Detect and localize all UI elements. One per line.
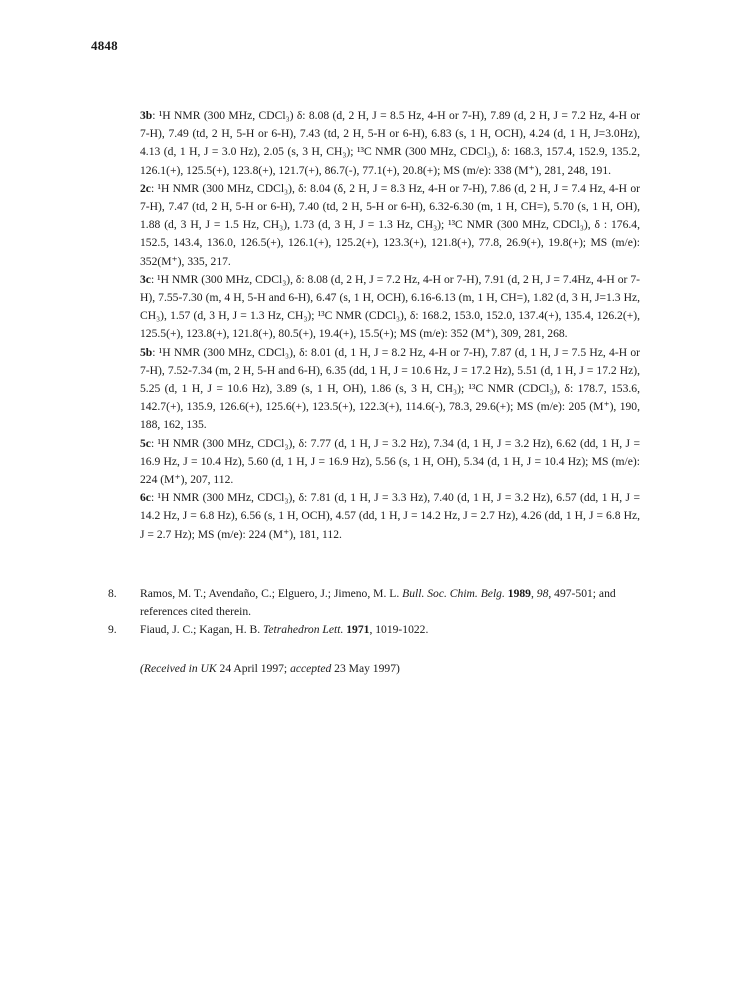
received-note	[140, 660, 400, 678]
compound-entry-2c	[140, 180, 640, 271]
compound-nmr-text: : ¹H NMR (300 MHz, CDCl₃), δ: 7.77 (d, 1 H, J = 3.2 Hz), 7.34 (d, 1 H, J = 3.2 Hz), 6.62 (dd, 1 H, J = 16.9 Hz, J = 10.4 Hz), 5.60 (d, 1 H, J = 16.9 Hz), 5.56 (s, 1 H, OH), 5.34 (d, 1 H, J = 10.4 Hz); MS (m/e): 224 (M⁺), 207, 112.	[140, 436, 640, 487]
compound-entry-5c	[140, 435, 640, 490]
compound-label: 5b	[140, 345, 153, 359]
reference-journal: Bull. Soc. Chim. Belg.	[402, 587, 505, 600]
compound-nmr-text: : ¹H NMR (300 MHz, CDCl₃) δ: 8.08 (d, 2 H, J = 8.5 Hz, 4-H or 7-H), 7.89 (d, 2 H, J = 7.2 Hz, 4-H or 7-H), 7.49 (td, 2 H, 5-H or 6-H), 7.43 (td, 2 H, 5-H or 6-H), 6.83 (s, 1 H, OCH), 4.24 (d, 1 H, J=3.0Hz), 4.13 (d, 1 H, J = 3.0 Hz), 2.05 (s, 3 H, CH₃); ¹³C NMR (300 MHz, CDCl₃), δ: 168.3, 157.4, 152.9, 135.2, 126.1(+), 125.5(+), 123.8(+), 121.7(+), 86.7(-), 77.1(+), 20.8(+); MS (m/e): 338 (M⁺), 281, 248, 191.	[140, 109, 640, 177]
received-label: Received in UK	[143, 662, 217, 675]
page-number: 4848	[91, 38, 118, 53]
reference-number: 9.	[108, 623, 117, 637]
compound-entry-5b	[140, 344, 640, 435]
reference-body	[140, 621, 640, 639]
compound-label: 6c	[140, 491, 151, 505]
received-date: 24 April 1997;	[216, 662, 291, 675]
reference-body: Ramos, M. T.; Avendaño, C.; Elguero, J.; Jimeno, M. L. Bull. Soc. Chim. Belg. 1989, 98, 497-501; and references cited therein.	[140, 587, 616, 619]
compound-label: 3c	[140, 272, 151, 286]
compound-nmr-text: : ¹H NMR (300 MHz, CDCl₃), δ: 8.04 (δ, 2 H, J = 8.3 Hz, 4-H or 7-H), 7.86 (d, 2 H, J = 7.4 Hz, 4-H or 7-H), 7.47 (td, 2 H, 5-H or 6-H), 7.40 (td, 2 H, 5-H or 6-H), 6.32-6.30 (m, 1 H, CH=), 5.70 (s, 1 H, OH), 1.88 (d, 3 H, J = 1.5 Hz, CH₃), 1.73 (d, 3 H, J = 1.3 Hz, CH₃); ¹³C NMR (300 MHz, CDCl₃), δ : 176.4, 152.5, 143.4, 136.0, 126.5(+), 126.1(+), 125.2(+), 123.3(+), 121.8(+), 77.8, 26.9(+), 19.8(+); MS (m/e): 352(M⁺), 335, 217.	[140, 181, 640, 268]
compound-data-section	[140, 107, 640, 544]
reference-pages: , 1019-1022.	[369, 623, 429, 637]
reference-item	[108, 621, 640, 639]
reference-number: 8.	[108, 587, 117, 600]
reference-journal: Tetrahedron Lett.	[263, 623, 344, 637]
accepted-date: 23 May 1997)	[331, 662, 400, 675]
compound-entry-6c	[140, 489, 640, 544]
reference-year: 1971	[346, 623, 370, 637]
reference-list	[108, 585, 640, 640]
compound-nmr-text: : ¹H NMR (300 MHz, CDCl₃), δ: 8.08 (d, 2 H, J = 7.2 Hz, 4-H or 7-H), 7.91 (d, 2 H, J = 7.4Hz, 4-H or 7-H), 7.55-7.30 (m, 4 H, 5-H and 6-H), 6.47 (s, 1 H, OCH), 6.16-6.13 (m, 1 H, CH=), 1.82 (d, 3 H, J=1.3 Hz, CH₃), 1.57 (d, 3 H, J = 1.3 Hz, CH₃); ¹³C NMR (CDCl₃), δ: 168.2, 153.0, 152.0, 137.4(+), 135.4, 126.2(+), 125.5(+), 123.8(+), 121.8(+), 80.5(+), 19.4(+), 15.5(+); MS (m/e): 352 (M⁺), 309, 281, 268.	[140, 272, 640, 341]
reference-authors: Ramos, M. T.; Avendaño, C.; Elguero, J.; Jimeno, M. L.	[140, 587, 403, 600]
compound-entry-3c	[140, 271, 640, 344]
reference-year: 1989	[507, 587, 531, 600]
compound-label: 2c	[140, 181, 151, 195]
compound-label: 3b	[140, 109, 153, 122]
reference-item	[108, 585, 640, 621]
compound-nmr-text: : ¹H NMR (300 MHz, CDCl₃), δ: 7.81 (d, 1 H, J = 3.3 Hz), 7.40 (d, 1 H, J = 3.2 Hz), 6.57 (dd, 1 H, J = 14.2 Hz, J = 6.8 Hz), 6.56 (s, 1 H, OCH), 4.57 (dd, 1 H, J = 14.2 Hz, J = 2.7 Hz), 4.26 (dd, 1 H, J = 6.8 Hz, J = 2.7 Hz); MS (m/e): 224 (M⁺), 181, 112.	[140, 491, 640, 541]
compound-nmr-text: : ¹H NMR (300 MHz, CDCl₃), δ: 8.01 (d, 1 H, J = 8.2 Hz, 4-H or 7-H), 7.87 (d, 1 H, J = 7.5 Hz, 4-H or 7-H), 7.52-7.34 (m, 2 H, 5-H and 6-H), 6.35 (dd, 1 H, J = 10.6 Hz, J = 17.2 Hz), 5.51 (d, 1 H, J = 17.2 Hz), 5.25 (d, 1 H, J = 10.6 Hz), 3.89 (s, 1 H, OH), 1.86 (s, 3 H, CH₃); ¹³C NMR (CDCl₃), δ: 178.7, 153.6, 142.7(+), 135.9, 126.6(+), 125.6(+), 123.5(+), 122.3(+), 114.6(-), 78.3, 29.6(+); MS (m/e): 205 (M⁺), 190, 188, 162, 135.	[140, 345, 640, 432]
reference-pages: , 497-501; and references cited therein.	[140, 587, 616, 619]
reference-authors: Fiaud, J. C.; Kagan, H. B.	[140, 623, 264, 637]
reference-volume: 98	[536, 587, 549, 600]
compound-entry-3b	[140, 107, 640, 180]
compound-label: 5c	[140, 436, 151, 450]
received-open: (	[140, 662, 144, 675]
accepted-label: accepted	[290, 662, 332, 675]
